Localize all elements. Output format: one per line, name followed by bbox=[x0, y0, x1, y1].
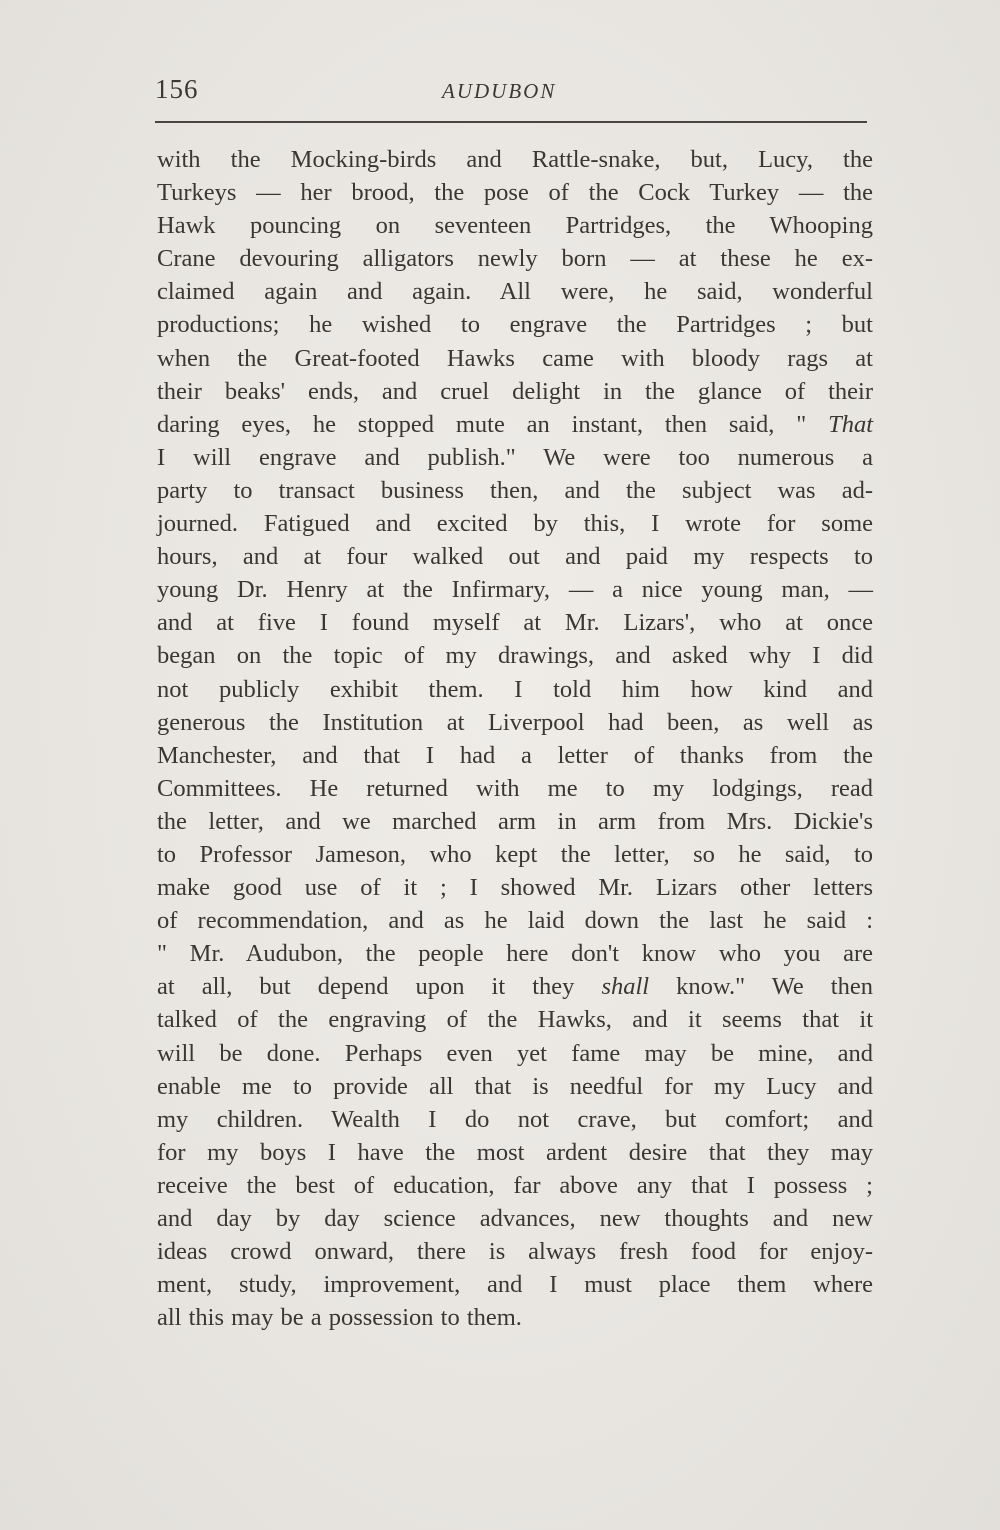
text-line: journed. Fatigued and excited by this, I wrote for some bbox=[157, 510, 873, 538]
text-line: Committees. He returned with me to my lodgings, read bbox=[157, 774, 873, 802]
text-line: hours, and at four walked out and paid my respects to bbox=[157, 543, 873, 571]
text-line: Turkeys — her brood, the pose of the Cock Turkey — the bbox=[157, 179, 873, 207]
text-line: to Professor Jameson, who kept the letter, so he said, to bbox=[157, 840, 873, 868]
text-line: with the Mocking-birds and Rattle-snake, but, Lucy, the bbox=[157, 146, 873, 173]
text-line: will be done. Perhaps even yet fame may be mine, and bbox=[157, 1039, 873, 1067]
text-line: talked of the engraving of the Hawks, and it seems that it bbox=[157, 1006, 873, 1034]
italic-word: shall bbox=[601, 973, 650, 1001]
running-head bbox=[155, 74, 867, 110]
text-line: enable me to provide all that is needful for my Lucy and bbox=[157, 1072, 873, 1100]
text-line: productions; he wished to engrave the Partridges ; but bbox=[157, 311, 873, 339]
text-line: make good use of it ; I showed Mr. Lizars other letters bbox=[157, 874, 873, 902]
text-line: Manchester, and that I had a letter of thanks from the bbox=[157, 741, 873, 769]
text-line: began on the topic of my drawings, and asked why I did bbox=[157, 642, 873, 670]
text-line: of recommendation, and as he laid down the last he said : bbox=[157, 907, 873, 935]
text-line: when the Great-footed Hawks came with bloody rags at bbox=[157, 344, 873, 372]
running-title: AUDUBON bbox=[442, 79, 557, 103]
text-line: my children. Wealth I do not crave, but comfort; and bbox=[157, 1105, 873, 1133]
text-line: and day by day science advances, new thoughts and new bbox=[157, 1205, 873, 1232]
header-rule bbox=[155, 121, 867, 123]
italic-word: That bbox=[828, 410, 873, 438]
text-line: receive the best of education, far above any that I possess ; bbox=[157, 1171, 873, 1199]
text-line: party to transact business then, and the subject was ad- bbox=[157, 476, 873, 504]
text-line: not publicly exhibit them. I told him how kind and bbox=[157, 675, 873, 703]
body-text bbox=[157, 143, 873, 1334]
text-line: young Dr. Henry at the Infirmary, — a nice young man, — bbox=[157, 576, 873, 604]
text-line: I will engrave and publish." We were too numerous a bbox=[157, 443, 873, 471]
text-line: at all, but depend upon it they shall know." We then bbox=[157, 973, 873, 1001]
text-line: for my boys I have the most ardent desire that they may bbox=[157, 1138, 873, 1166]
text-line: ideas crowd onward, there is always fresh food for enjoy- bbox=[157, 1238, 873, 1266]
text-line: " Mr. Audubon, the people here don't know who you are bbox=[157, 940, 873, 968]
text-line: ment, study, improvement, and I must place them where bbox=[157, 1271, 873, 1299]
text-line: Hawk pouncing on seventeen Partridges, the Whooping bbox=[157, 212, 873, 240]
text-line: generous the Institution at Liverpool had been, as well as bbox=[157, 708, 873, 736]
text-line: their beaks' ends, and cruel delight in the glance of their bbox=[157, 377, 873, 405]
text-line: the letter, and we marched arm in arm from Mrs. Dickie's bbox=[157, 807, 873, 835]
text-line: Crane devouring alligators newly born — at these he ex- bbox=[157, 245, 873, 273]
text-line: all this may be a possession to them. bbox=[157, 1304, 522, 1332]
text-line: claimed again and again. All were, he said, wonderful bbox=[157, 278, 873, 306]
page-number: 156 bbox=[155, 74, 199, 104]
text-line: daring eyes, he stopped mute an instant, then said, " That bbox=[157, 410, 873, 438]
text-line: and at five I found myself at Mr. Lizars', who at once bbox=[157, 609, 873, 637]
